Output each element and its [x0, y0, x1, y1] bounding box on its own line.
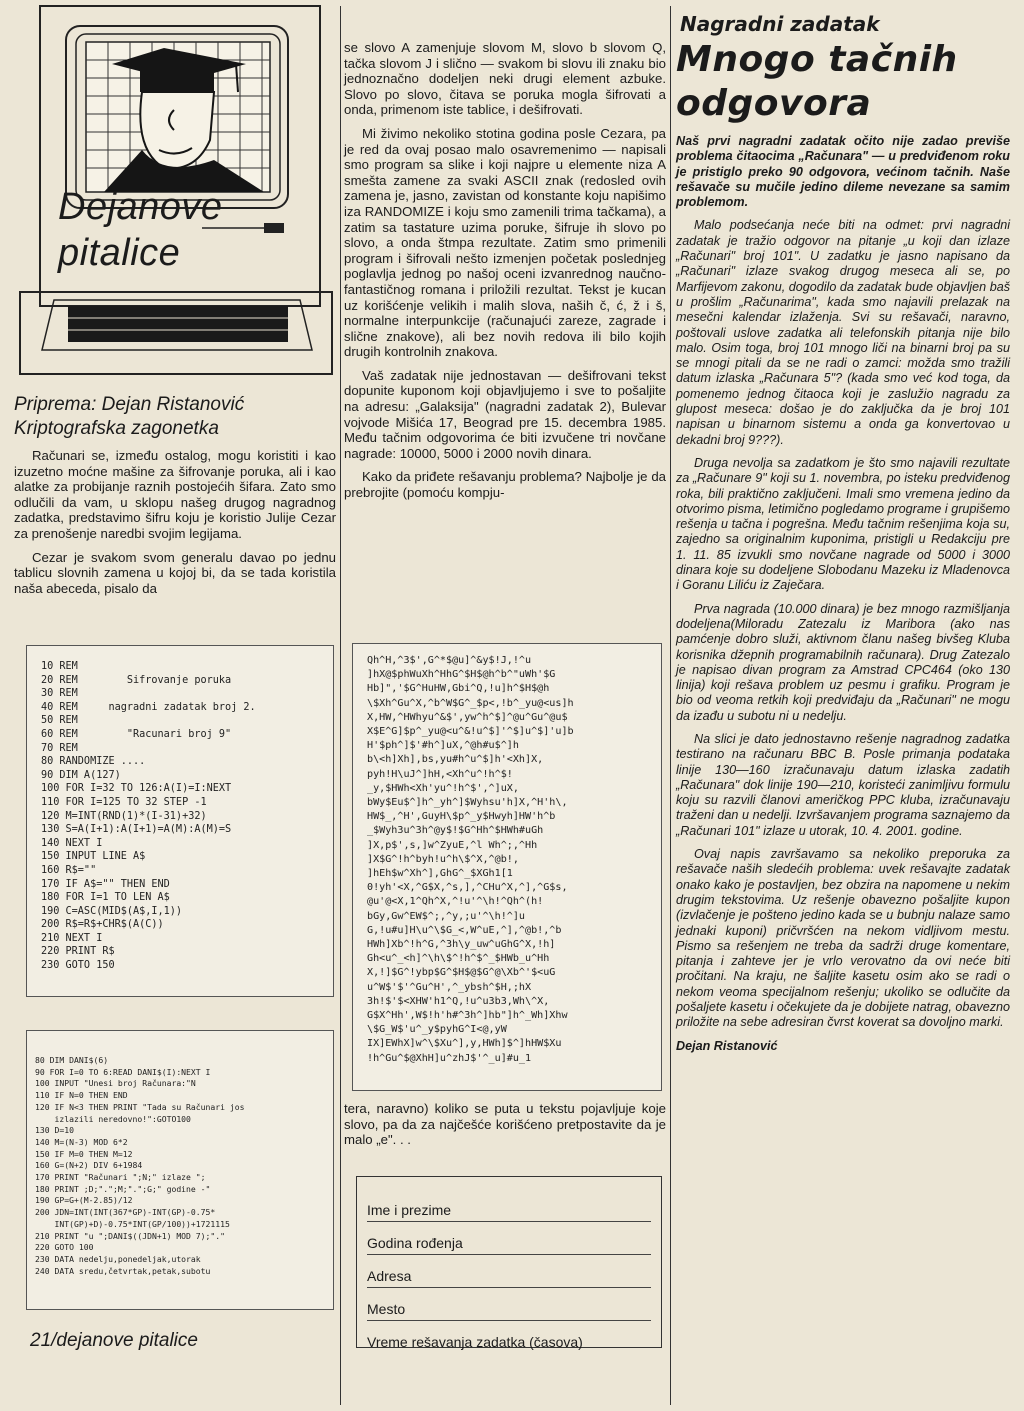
computer-illustration — [14, 0, 336, 380]
column-rule-right — [670, 6, 671, 1405]
coupon-field-city[interactable] — [367, 1288, 651, 1321]
coupon-label-name: Ime i prezime — [367, 1202, 452, 1218]
author-credit: Priprema: Dejan Ristanović — [14, 394, 245, 415]
headline-line2: odgovora — [676, 83, 872, 124]
right-paragraph-4: Na slici je dato jednostavno rešenje nagradnog zadatka testirano na računaru BBC B. Posle primanja podataka linije 130—160 izračunavaju datum izlaska zadatih „Računara" dok linije 190—210, koristeći zanimljivu formulu koju su razvili članovi američkog PPC kluba, izračunavaju traženi dan u nedelji. Izvršavanjem programa saznajemo da „Računari 101" izlaze u utorak, 10. 4. 2001. godine. — [676, 731, 1010, 838]
headline — [676, 38, 1010, 126]
right-paragraph-2: Druga nevolja sa zadatkom je što smo najavili rezultate za „Računare 9" koji su 1. novembra, po isteku predviđenog roka, bili praktično zaključeni. Imali smo vremena jedino da otvorimo pisma, letimično pogledamo programe i grupišemo rešenja u tačna i pogrešna. Među tačnim rešenjima koja su, zajedno sa originalnim kuponima, pristigli u Redakciju pre 1. 11. 85 izvukli smo novčane nagrade od 5000 i 3000 dinara koje su dodeljene Slobodanu Mazeku iz Mladenovca i Goranu Liliću iz Zaječara. — [676, 455, 1010, 593]
coupon-label-city: Mesto — [367, 1301, 406, 1317]
headline-line1: Mnogo tačnih — [676, 39, 958, 80]
logo-title-line2: pitalice — [58, 232, 181, 274]
right-paragraph-1: Malo podsećanja neće biti na odmet: prvi nagradni zadatak je tražio odgovor na pitanje „u koji dan izlaze „Računari" broj 101". U zadatku je jasno napisano da „Računari" izlaze svakog drugog meseca ali se, po Marfijevom zakonu, dogodilo da zadatak bude objavljen baš u prošlim „Računarima", kada smo najavili prelazak na mesečni kalendar izlaženja. Svi su rešavači, naravno, poštovali uslove zadatka ali telefonskih pitanja nije bilo malo. Osim toga, broj 101 mnogo liči na binarni broj pa su se mnogi pitali da se ne radi o zamci: možda smo tražili datum izlaska „Računara 5"? (kada smo već kod toga, da pomenemo jednog čitaoca koji je zaslužio nagradu za glupost meseca: došao je do zaključka da je broj 101 napisan u binarnom sistemu a onda ga konvertovao u dekadni broj 9???). — [676, 218, 1010, 447]
coupon-field-address[interactable] — [367, 1255, 651, 1288]
lead-paragraph: Naš prvi nagradni zadatak očito nije zadao previše problema čitaocima „Računara" — u predviđenom roku je pristiglo preko 90 odgovora, većinom tačnih. Naše rešavače su mučile jedino dileme nevezane sa samim problemom. — [676, 134, 1010, 210]
encryption-program-listing: 10 REM 20 REM Sifrovanje poruka 30 REM 40 REM nagradni zadatak broj 2. 50 REM 60 REM "Racunari broj 9" 70 REM 80 RANDOMIZE .... 90 DIM A(127) 100 FOR I=32 TO 126:A(I)=I:NEXT 110 FOR I=125 TO 32 STEP -1 120 M=INT(RND(1)*(I-31)+32) 130 S=A(I+1):A(I+1)=A(M):A(M)=S 140 NEXT I 150 INPUT LINE A$ 160 R$="" 170 IF A$="" THEN END 180 FOR I=1 TO LEN A$ 190 C=ASC(MID$(A$,I,1)) 200 R$=R$+CHR$(A(C)) 210 NEXT I 220 PRINT R$ 230 GOTO 150 — [26, 645, 334, 997]
middle-paragraph-2: Mi živimo nekoliko stotina godina posle Cezara, pa je red da ovaj posao malo osavremenimo — napisali smo program sa slike i koji najpre u elemente niza A smešta zamene za svaki ASCII znak (redosled ovih zamena je, jasno, zavistan od konstante koju napišimo iza RANDOMIZE i koju smo zamenili trima tačkama), a zatim sa tastature uzima poruke, šifruje ih slovo po slovo, a onda štmpa rezultate. Zatim smo primenili program i šifrovali nešto izmenjen početak poslednjeg poglavlja jednog po našoj oceni izvanrednog naučno-fantastičnog romana i priložili rezultat. Tekst je kucan uz korišćenje velikih i malih slova, naših č, ć, ž i š, normalne interpunkcije (računajući zareze, zagrade i slične znakove), ali bez novih redova ili bilo kojih drugih kontrolnih znakova. — [344, 125, 666, 360]
middle-paragraph-4: Kako da priđete rešavanju problema? Najbolje je da prebrojite (pomoću kompju- — [344, 469, 666, 501]
entry-coupon[interactable] — [356, 1176, 662, 1348]
left-column — [14, 0, 336, 604]
coupon-field-solve-time[interactable] — [367, 1321, 651, 1353]
coupon-field-birth-year[interactable] — [367, 1222, 651, 1255]
signature: Dejan Ristanović — [676, 1038, 778, 1053]
date-program-listing: 80 DIM DANI$(6) 90 FOR I=0 TO 6:READ DANI$(I):NEXT I 100 INPUT "Unesi broj Računara:"N 110 IF N=0 THEN END 120 IF N<3 THEN PRINT "Tada su Računari jos izlazili neredovno!":GOTO100 130 D=10 140 M=(N-3) MOD 6*2 150 IF M=0 THEN M=12 160 G=(N+2) DIV 6+1984 170 PRINT "Računari ";N;" izlaze "; 180 PRINT ;D;".";M;".";G;" godine -" 190 GP=G+(M-2.85)/12 200 JDN=INT(INT(367*GP)-INT(GP)-0.75* INT(GP)+D)-0.75*INT(GP/100))+1721115 210 PRINT "u ";DANI$((JDN+1) MOD 7);"." 220 GOTO 100 230 DATA nedelju,ponedeljak,utorak 240 DATA sredu,četvrtak,petak,subotu — [26, 1030, 334, 1310]
coupon-label-address: Adresa — [367, 1268, 412, 1284]
intro-paragraph-1: Računari se, između ostalog, mogu koristiti i kao izuzetno moćne mašine za šifrovanje poruka, ali i kao alatke za probijanje raznih postojećih šifara. Zato smo odlučili da vam, u sklopu našeg drugog nagradnog zadatka, predstavimo šifru koju je koristio Julije Cezar za prenošenje naredbi svojim legijama. — [14, 448, 336, 541]
section-title: Kriptografska zagonetka — [14, 418, 219, 439]
right-column — [676, 0, 1010, 1062]
right-paragraph-5: Ovaj napis završavamo sa nekoliko preporuka za rešavače naših sledećih problema: uvek rešavajte zadatak onako kako je postavljen, bez obzira na napomene u nekim drugim tekstovima. Uz rešenje obavezno pošaljite kupon (izvlačenje je pošteno jedino kada se u bubnju nalaze samo jednaki kuponi) pričvršćen na nekom vidljivom mestu. Pismo sa rešenjem ne treba da sadrži druge komentare, pitanja i zahteve jer je vrlo verovatno da ovi neće biti pročitani. Na kraju, ne šaljite kasetu osim ako se radi o nekom veoma specijalnom rešenju; ukoliko se odlučite da pošaljete kasetu i očekujete da je dobijete natrag, obavezno priložite na sebe adresiran čvrst koverat sa dovoljno marki. — [676, 847, 1010, 1030]
coupon-label-birth-year: Godina rođenja — [367, 1235, 463, 1251]
contest-label: Nagradni zadatak — [680, 12, 880, 36]
coupon-field-name[interactable] — [367, 1189, 651, 1222]
logo-title-line1: Dejanove — [58, 186, 223, 228]
cipher-text-listing: Qh^H,^3$',G^*$@u]^&y$!J,!^u ]hX@$phWuXh^HhG^$H$@h^b^"uWh'$G Hb]",'$G^HuHW,Gbi^Q,!u]h^$H$@h \$Xh^Gu^X,^b^W$G^_$p<,!b^_yu@<us]h X,HW,^HWhyu^&$',yw^h^$]^@u^Gu^@u$ X$E^G]$p^_yu@<u^&!u^$]'^$]u^$]'u]b H'$ph^]$'#h^]uX,^@h#u$^]h b\<h]Xh],bs,yu#h^u^$]h'<Xh]X, pyh!H\uJ^]hH,<Xh^u^!h^$! _y,$HWh<Xh'yu^!h^$',^]uX, bWy$Eu$^]h^_yh^]$Wyhsu'h]X,^H'h\, HW$_,^H',GuyH\$p^_y$Hwyh]HW'h^b _$Wyh3u^3h^@y$!$G^Hh^$HWh#uGh ]X,p$',s,]w^ZyuE,^l Wh^;,^Hh ]X$G^!h^byh!u^h\$^X,^@b!, ]hEh$w^Xh^],GhG^_$XGh1[1 0!yh'<X,^G$X,^s,],^CHu^X,^],^G$s, @u'@<X,1^Qh^X,^!u'^\h!^Qh^(h! bGy,Gw^EW$^;,^y,;u'^\h!^]u G,!u#u]H\u^\$G_<,W^uE,^],^@b!,^b HWh]Xb^!h^G,^3h\y_uw^uGhG^X,!h] Gh<u^_<h]^\h\$^!h^$^_$HWb_u^Hh X,!]$G^!ybp$G^$H$@$G^@\Xb^'$<uG u^W$'$'^Gu^H',^_ybsh^$H,;hX 3h!$'$<XHW'h1^Q,!u^u3b3,Wh\^X, G$X^Hh',W$!h'h#^3h^]hb"]h^_Wh]Xhw \$G_W$'u^_y$pyhG^I<@,yW IX]EWhX]w^\$Xu^],y,HWh]$^]hHW$Xu !h^Gu^$@XhH]u^zhJ$'^_u]#u_1 — [352, 643, 662, 1091]
coupon-label-solve-time: Vreme rešavanja zadatka (časova) — [367, 1334, 583, 1350]
middle-column — [344, 40, 666, 509]
page-footer: 21/dejanove pitalice — [30, 1330, 198, 1351]
intro-paragraph-2: Cezar je svakom svom generalu davao po jednu tablicu slovnih zamena u kojoj bi, da se tada koristila naša abeceda, pisalo da — [14, 549, 336, 596]
middle-after-listing: tera, naravno) koliko se puta u tekstu pojavljuje koje slovo, pa da za najčešće korišćeno pretpostavite da je malo „e". . . — [344, 1101, 666, 1148]
right-paragraph-3: Prva nagrada (10.000 dinara) je bez mnogo razmišljanja dodeljena(Miloradu Zatezalu iz Maribora (ako nas pamćenje dobro služi, aktivnom članu našeg bivšeg Kluba korisnika džepnih programabilnih računara). Drug Zatezalo je napisao divan program za Amstrad CPC464 (oko 130 linija) koji rešava problem uz pesmu i grafiku. Program je bio od veoma retkih koji predviđaju da „Računari" ne mogu da izađu u subotu ni u nedelju. — [676, 601, 1010, 723]
middle-paragraph-1: se slovo A zamenjuje slovom M, slovo b slovom Q, tačka slovom J i slično — svakom bi slovu ili znaku bio jednoznačno dodeljen neki drugi element azbuke. Slovo po slovo, čitava se poruka mogla šifrovati a onda, primenom iste tablice, i dešifrovati. — [344, 40, 666, 118]
column-rule-left — [340, 6, 341, 1405]
middle-paragraph-3: Vaš zadatak nije jednostavan — dešifrovani tekst dopunite kuponom koji objavljujemo i sve to pošaljite na adresu: „Galaksija" (nagradni zadatak 2), Bulevar vojvode Mišića 17, Beograd pre 15. decembra 1985. Među tačnim odgovorima će biti izvučene tri novčane nagrade: 10000, 5000 i 2000 novih dinara. — [344, 367, 666, 461]
